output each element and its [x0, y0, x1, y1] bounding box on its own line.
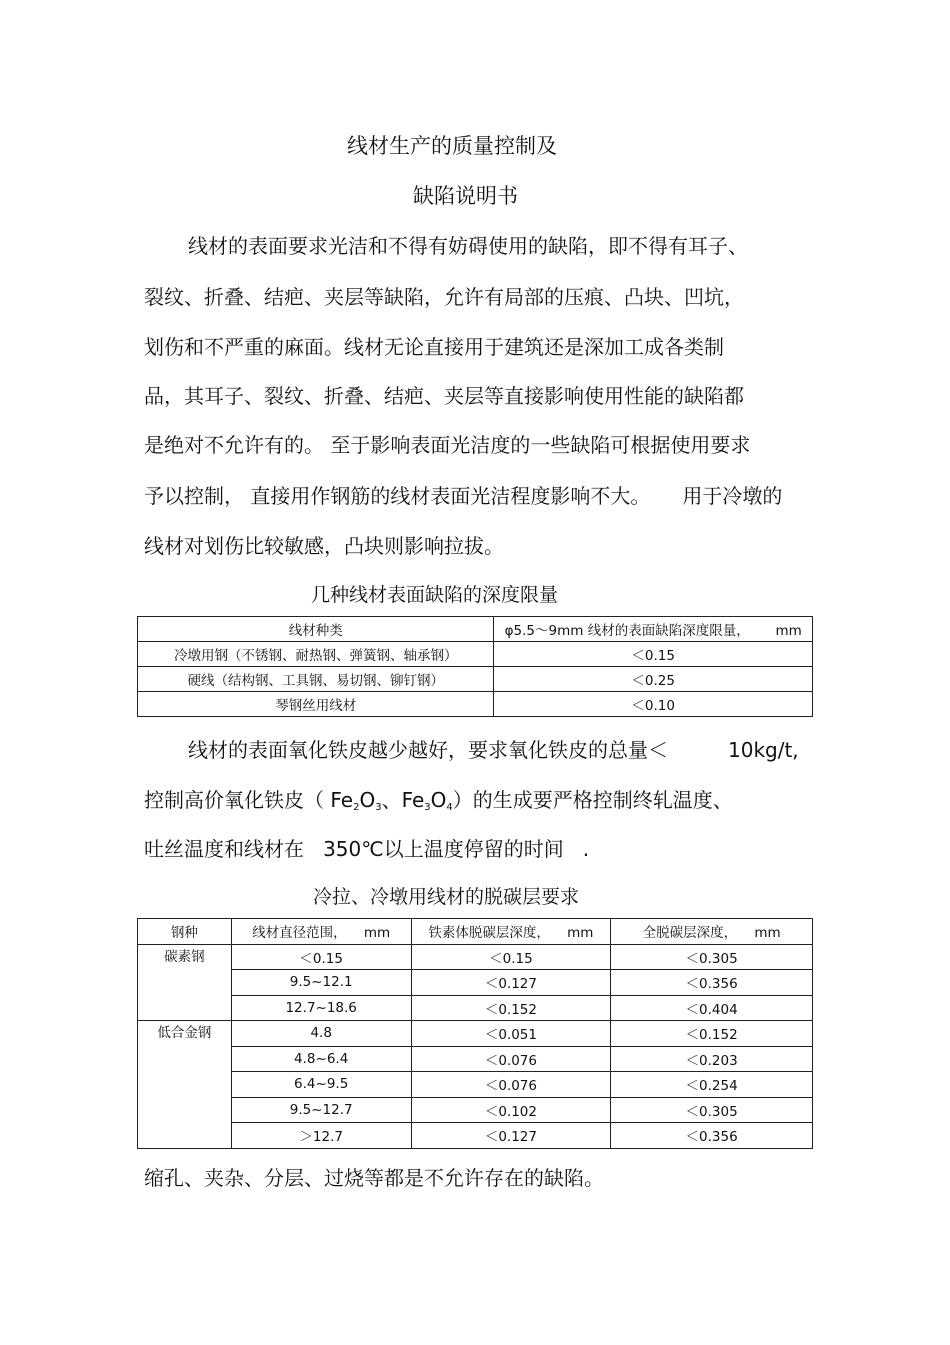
table1-caption: 几种线材表面缺陷的深度限量 [311, 584, 559, 606]
steel-group-cell: 碳素钢 [138, 944, 232, 1021]
table-header-row [138, 617, 813, 642]
table-cell: ＜0.051 [411, 1021, 611, 1047]
para1-line-6: 予以控制， 直接用作钢筋的线材表面光洁程度影响不大。 用于冷墩的 [144, 484, 783, 508]
table-cell: 4.8~6.4 [231, 1046, 411, 1072]
table-header-cell: 线材种类 [138, 617, 494, 642]
table-row [138, 642, 813, 667]
table-row [138, 1021, 813, 1047]
table-cell: ＜0.305 [611, 944, 813, 970]
table-cell: ＜0.254 [611, 1072, 813, 1098]
para1-line-4: 品，其耳子、裂纹、折叠、结疤、夹层等直接影响使用性能的缺陷都 [144, 384, 744, 408]
table-header-cell: 钢种 [138, 919, 232, 945]
para1-line-1: 线材的表面要求光洁和不得有妨碍使用的缺陷，即不得有耳子、 [188, 234, 748, 258]
title-line-2: 缺陷说明书 [413, 184, 518, 208]
table-cell: ＜0.25 [494, 667, 813, 692]
steel-group-cell: 低合金钢 [138, 1021, 232, 1149]
table-cell: ＜0.076 [411, 1046, 611, 1072]
table-cell: ＜0.356 [611, 1123, 813, 1149]
para2-line-3: 吐丝温度和线材在 350℃以上温度停留的时间 . [144, 837, 590, 861]
table-cell: 硬线（结构钢、工具钢、易切钢、铆钉钢） [138, 667, 494, 692]
table-cell: 12.7~18.6 [231, 995, 411, 1021]
table-cell: ＜0.102 [411, 1097, 611, 1123]
table-cell: ＜0.203 [611, 1046, 813, 1072]
table-cell: 9.5~12.1 [231, 970, 411, 996]
table-cell: ＜0.15 [411, 944, 611, 970]
para2-line-2: 控制高价氧化铁皮（ $Fe_2O_3$、$Fe_3O_4$）的生成要严格控制终轧温度、 [144, 788, 733, 813]
table-cell: ＜0.152 [411, 995, 611, 1021]
table-cell: ＜0.356 [611, 970, 813, 996]
table-cell: ＜0.127 [411, 1123, 611, 1149]
table-row [138, 1123, 813, 1149]
table-cell: 4.8 [231, 1021, 411, 1047]
table-cell: ＜0.305 [611, 1097, 813, 1123]
para1-line-7: 线材对划伤比较敏感，凸块则影响拉拔。 [144, 534, 504, 558]
table-cell: 琴钢丝用线材 [138, 692, 494, 717]
table-header-row [138, 919, 813, 945]
table-cell: ＜0.404 [611, 995, 813, 1021]
table-header-cell: 铁素体脱碳层深度， mm [411, 919, 611, 945]
para1-line-5: 是绝对不允许有的。 至于影响表面光洁度的一些缺陷可根据使用要求 [144, 433, 751, 457]
table-row [138, 1072, 813, 1098]
table-cell: ＜0.10 [494, 692, 813, 717]
table-cell: 9.5~12.7 [231, 1097, 411, 1123]
para1-line-3: 划伤和不严重的麻面。线材无论直接用于建筑还是深加工成各类制 [144, 335, 724, 359]
closing-line: 缩孔、夹杂、分层、过烧等都是不允许存在的缺陷。 [144, 1166, 604, 1190]
table-cell: ＜0.076 [411, 1072, 611, 1098]
decarburization-table [137, 918, 813, 1149]
table-cell: ＜0.15 [494, 642, 813, 667]
defect-depth-table [137, 616, 813, 717]
table-row [138, 1097, 813, 1123]
table-row [138, 667, 813, 692]
table-cell: 6.4~9.5 [231, 1072, 411, 1098]
table-row [138, 995, 813, 1021]
table-cell: 冷墩用钢（不锈钢、耐热钢、弹簧钢、轴承钢） [138, 642, 494, 667]
table-row [138, 970, 813, 996]
table-header-cell: 线材直径范围， mm [231, 919, 411, 945]
table-cell: ＜0.127 [411, 970, 611, 996]
table-row [138, 944, 813, 970]
table-header-cell: φ5.5～9mm 线材的表面缺陷深度限量， mm [494, 617, 813, 642]
para2-line-1: 线材的表面氧化铁皮越少越好，要求氧化铁皮的总量＜ 10kg/t, [188, 738, 799, 762]
table2-caption: 冷拉、冷墩用线材的脱碳层要求 [313, 886, 580, 908]
table-cell: ＞12.7 [231, 1123, 411, 1149]
title-line-1: 线材生产的质量控制及 [347, 134, 557, 158]
para1-line-2: 裂纹、折叠、结疤、夹层等缺陷，允许有局部的压痕、凸块、凹坑， [144, 285, 744, 309]
table-header-cell: 全脱碳层深度， mm [611, 919, 813, 945]
table-row [138, 1046, 813, 1072]
table-cell: ＜0.15 [231, 944, 411, 970]
table-cell: ＜0.152 [611, 1021, 813, 1047]
table-row [138, 692, 813, 717]
